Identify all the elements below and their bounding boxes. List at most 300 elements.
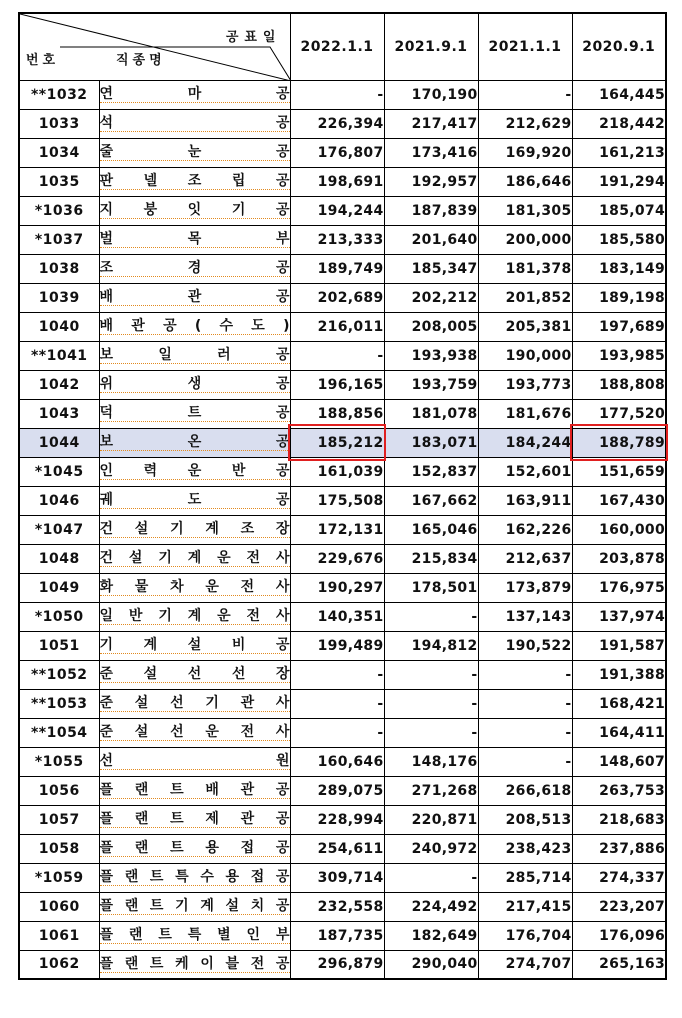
job-name-char: 공 [275, 405, 290, 421]
wage-value-2: 170,190 [384, 80, 478, 109]
job-name [99, 602, 290, 631]
job-name-char: 비 [231, 637, 246, 653]
wage-value-3: 205,381 [478, 312, 572, 341]
job-name-char: 선 [187, 666, 202, 682]
job-name-char: 화 [99, 579, 114, 595]
job-name [99, 834, 290, 863]
annotation-box-2022-value [288, 424, 386, 461]
table-row [19, 805, 666, 834]
job-number: *1036 [19, 196, 99, 225]
job-name-char: 트 [158, 927, 172, 943]
job-name-char: 트 [170, 811, 184, 827]
wage-value-1: 176,807 [290, 138, 384, 167]
job-number: *1045 [19, 457, 99, 486]
wage-value-2: 215,834 [384, 544, 478, 573]
wage-value-2: 181,078 [384, 399, 478, 428]
wage-value-3: 181,305 [478, 196, 572, 225]
job-name-char: 선 [170, 724, 184, 740]
wage-value-2: 185,347 [384, 254, 478, 283]
wage-value-1: 199,489 [290, 631, 384, 660]
job-name-char: 공 [275, 202, 290, 218]
table-row [19, 515, 666, 544]
table-row [19, 921, 666, 950]
job-name-char: 운 [205, 579, 219, 595]
job-number: **1041 [19, 341, 99, 370]
job-name-char: 관 [240, 782, 255, 798]
job-number: 1038 [19, 254, 99, 283]
job-name-char: 판 [99, 173, 114, 189]
table-row [19, 457, 666, 486]
job-name [99, 167, 290, 196]
job-name-char: 계 [143, 637, 158, 653]
wage-value-2: 173,416 [384, 138, 478, 167]
job-name-char: ( [194, 318, 202, 334]
wage-value-1: 226,394 [290, 109, 384, 138]
job-name-char: 수 [200, 869, 214, 885]
wage-table [18, 12, 667, 980]
job-name-char: 플 [99, 927, 114, 943]
table-row [19, 573, 666, 602]
job-name-char: 력 [143, 463, 158, 479]
job-number: 1040 [19, 312, 99, 341]
job-name [99, 921, 290, 950]
wage-value-1: 160,646 [290, 747, 384, 776]
job-number: 1060 [19, 892, 99, 921]
header-corner-cell [19, 13, 290, 80]
job-name-char: 용 [205, 840, 219, 856]
wage-value-4: 185,580 [572, 225, 666, 254]
header-date-3: 2021.1.1 [478, 13, 572, 80]
job-name-char: 공 [275, 463, 290, 479]
job-number: *1050 [19, 602, 99, 631]
wage-value-1: - [290, 718, 384, 747]
job-name-char: 랜 [134, 782, 149, 798]
job-name-char: 사 [275, 724, 290, 740]
table-header-row [19, 13, 666, 80]
wage-value-3: 238,423 [478, 834, 572, 863]
wage-value-2: - [384, 718, 478, 747]
job-name-char: 공 [275, 86, 290, 102]
wage-value-4: 160,000 [572, 515, 666, 544]
job-name-char: 인 [246, 927, 261, 943]
job-number: 1057 [19, 805, 99, 834]
table-row [19, 254, 666, 283]
table-row [19, 312, 666, 341]
job-number: 1062 [19, 950, 99, 979]
wage-value-2: 193,759 [384, 370, 478, 399]
job-name-char: 계 [200, 898, 214, 914]
job-name-char: 기 [170, 521, 184, 537]
job-name [99, 631, 290, 660]
table-row [19, 863, 666, 892]
job-name-char: 공 [275, 840, 290, 856]
job-number: 1033 [19, 109, 99, 138]
job-name-char: 보 [99, 434, 114, 450]
wage-value-2: 165,046 [384, 515, 478, 544]
job-name-char: 접 [250, 869, 265, 885]
job-name-char: 장 [275, 666, 290, 682]
wage-value-3: - [478, 718, 572, 747]
table-row [19, 660, 666, 689]
job-name-char: 넬 [143, 173, 158, 189]
job-name-char: 궤 [99, 492, 114, 508]
wage-value-4: 188,808 [572, 370, 666, 399]
job-name-char: ) [283, 318, 290, 334]
diagonal-lines [20, 14, 290, 80]
wage-value-2: 167,662 [384, 486, 478, 515]
job-name-char: 공 [275, 955, 290, 972]
wage-value-3: 169,920 [478, 138, 572, 167]
wage-value-1: 289,075 [290, 776, 384, 805]
wage-value-4: 167,430 [572, 486, 666, 515]
job-name-char: 장 [275, 521, 290, 537]
job-name-char: 전 [240, 724, 255, 740]
job-name [99, 689, 290, 718]
job-name-char: 붕 [143, 202, 158, 218]
wage-value-1: 254,611 [290, 834, 384, 863]
wage-value-2: 192,957 [384, 167, 478, 196]
job-name-char: 공 [275, 434, 290, 450]
job-name-char: 랜 [124, 869, 139, 885]
job-name-char: 보 [99, 347, 114, 363]
wage-value-2: 220,871 [384, 805, 478, 834]
wage-value-2: 183,071 [384, 428, 478, 457]
header-date-2: 2021.9.1 [384, 13, 478, 80]
job-name-char: 위 [99, 376, 114, 392]
wage-value-3: 173,879 [478, 573, 572, 602]
wage-value-2: - [384, 602, 478, 631]
wage-value-1: 296,879 [290, 950, 384, 979]
table-body [19, 80, 666, 979]
job-name [99, 660, 290, 689]
wage-value-1: 161,039 [290, 457, 384, 486]
wage-value-4: 237,886 [572, 834, 666, 863]
wage-value-4: 274,337 [572, 863, 666, 892]
job-name [99, 805, 290, 834]
job-name-char: 공 [275, 782, 290, 798]
job-name-char: 블 [225, 955, 240, 972]
wage-value-4: 197,689 [572, 312, 666, 341]
job-name-char: 설 [128, 550, 143, 566]
job-name-char: 물 [134, 579, 149, 595]
job-name-char: 일 [158, 347, 172, 363]
job-name-char: 플 [99, 840, 114, 856]
job-name-char: 잇 [187, 202, 202, 218]
job-name [99, 370, 290, 399]
job-name-char: 플 [99, 898, 114, 914]
job-name-char: 트 [149, 869, 164, 885]
job-name-char: 트 [170, 840, 184, 856]
job-name-char: 전 [250, 955, 265, 972]
job-name-char: 도 [251, 318, 265, 334]
wage-value-2: - [384, 660, 478, 689]
job-name-char: 줄 [99, 144, 114, 160]
wage-value-2: 194,812 [384, 631, 478, 660]
job-number: 1049 [19, 573, 99, 602]
wage-value-3: 137,143 [478, 602, 572, 631]
wage-value-4: 218,683 [572, 805, 666, 834]
job-name-char: 기 [158, 608, 172, 624]
job-name-char: 트 [149, 955, 164, 972]
wage-value-3: 181,676 [478, 399, 572, 428]
job-name-char: 설 [134, 521, 149, 537]
job-number: *1055 [19, 747, 99, 776]
job-name-char: 계 [205, 521, 219, 537]
wage-value-1: 228,994 [290, 805, 384, 834]
job-number: 1044 [19, 428, 99, 457]
wage-value-3: 193,773 [478, 370, 572, 399]
job-name-char: 공 [275, 144, 290, 160]
job-name [99, 283, 290, 312]
wage-value-1: - [290, 341, 384, 370]
wage-value-4: 265,163 [572, 950, 666, 979]
job-name-char: 건 [99, 521, 114, 537]
job-number: 1042 [19, 370, 99, 399]
table-row [19, 283, 666, 312]
job-name-char: 운 [187, 463, 202, 479]
job-name-char: 관 [240, 811, 255, 827]
job-name-char: 연 [99, 86, 114, 102]
job-name-char: 트 [149, 898, 164, 914]
wage-value-3: 152,601 [478, 457, 572, 486]
wage-value-1: 229,676 [290, 544, 384, 573]
job-name-char: 공 [163, 318, 177, 334]
job-name-char: 전 [240, 579, 255, 595]
wage-value-1: - [290, 689, 384, 718]
table-row [19, 341, 666, 370]
job-name-char: 랜 [128, 927, 143, 943]
table-row [19, 370, 666, 399]
wage-value-4: 164,445 [572, 80, 666, 109]
job-number: *1059 [19, 863, 99, 892]
header-job-name-label: 직종명 [116, 52, 166, 68]
wage-value-2: 290,040 [384, 950, 478, 979]
table-row [19, 486, 666, 515]
table-row [19, 80, 666, 109]
table-row [19, 689, 666, 718]
job-name-char: 케 [175, 955, 189, 972]
job-name-char: 공 [275, 347, 290, 363]
job-name [99, 544, 290, 573]
wage-value-1: 194,244 [290, 196, 384, 225]
header-date-1: 2022.1.1 [290, 13, 384, 80]
wage-value-1: 202,689 [290, 283, 384, 312]
wage-value-3: 181,378 [478, 254, 572, 283]
job-name-char: 선 [231, 666, 246, 682]
job-name-char: 설 [187, 637, 202, 653]
job-name-char: 플 [99, 869, 114, 885]
table-row [19, 776, 666, 805]
job-name [99, 515, 290, 544]
job-name-char: 랜 [134, 811, 149, 827]
wage-value-1: 185,212 [290, 428, 384, 457]
job-name-char: 차 [170, 579, 184, 595]
job-number: 1035 [19, 167, 99, 196]
job-name [99, 225, 290, 254]
job-name-char: 공 [275, 492, 290, 508]
job-name-char: 배 [99, 289, 114, 305]
wage-value-2: - [384, 689, 478, 718]
job-number: 1039 [19, 283, 99, 312]
job-name-char: 전 [246, 608, 261, 624]
job-name-char: 플 [99, 782, 114, 798]
wage-value-2: 148,176 [384, 747, 478, 776]
job-number: 1058 [19, 834, 99, 863]
job-name-char: 트 [170, 782, 184, 798]
job-name [99, 457, 290, 486]
job-name-char: 지 [99, 202, 114, 218]
job-name-char: 부 [275, 927, 290, 943]
wage-value-1: 198,691 [290, 167, 384, 196]
wage-value-1: 187,735 [290, 921, 384, 950]
wage-value-3: - [478, 747, 572, 776]
job-name-char: 경 [187, 260, 202, 276]
job-name-char: 공 [275, 811, 290, 827]
job-name-char: 특 [175, 869, 189, 885]
job-name-char: 운 [205, 724, 219, 740]
wage-value-4: 193,985 [572, 341, 666, 370]
wage-value-2: 240,972 [384, 834, 478, 863]
wage-value-4: 137,974 [572, 602, 666, 631]
job-name-char: 공 [275, 260, 290, 276]
job-name-char: 립 [231, 173, 246, 189]
job-name-char: 이 [200, 955, 214, 972]
job-number: **1032 [19, 80, 99, 109]
job-name-char: 준 [99, 724, 114, 740]
job-name-char: 트 [187, 405, 202, 421]
job-name [99, 399, 290, 428]
job-name-char: 관 [187, 289, 202, 305]
job-name [99, 109, 290, 138]
job-name-char: 치 [250, 898, 265, 914]
table-row [19, 602, 666, 631]
job-name-char: 반 [128, 608, 143, 624]
job-number: *1037 [19, 225, 99, 254]
table-row [19, 138, 666, 167]
job-name-char: 특 [187, 927, 202, 943]
wage-value-3: 176,704 [478, 921, 572, 950]
job-name-char: 사 [275, 579, 290, 595]
wage-value-1: 188,856 [290, 399, 384, 428]
job-name-char: 눈 [187, 144, 202, 160]
job-name [99, 138, 290, 167]
table-row [19, 631, 666, 660]
job-name-char: 러 [217, 347, 231, 363]
table-row [19, 718, 666, 747]
job-name [99, 428, 290, 457]
job-name-char: 공 [275, 173, 290, 189]
wage-value-4: 191,388 [572, 660, 666, 689]
job-name-char: 원 [275, 753, 290, 769]
header-date-4: 2020.9.1 [572, 13, 666, 80]
job-name-char: 도 [187, 492, 202, 508]
job-name-char: 전 [246, 550, 261, 566]
wage-value-4: 177,520 [572, 399, 666, 428]
wage-value-4: 161,213 [572, 138, 666, 167]
wage-value-1: - [290, 80, 384, 109]
wage-value-4: 185,074 [572, 196, 666, 225]
table-row [19, 834, 666, 863]
wage-value-4: 191,587 [572, 631, 666, 660]
wage-value-1: 213,333 [290, 225, 384, 254]
job-name [99, 863, 290, 892]
wage-value-4: 168,421 [572, 689, 666, 718]
wage-value-3: 190,000 [478, 341, 572, 370]
job-name-char: 설 [143, 666, 158, 682]
table-row [19, 109, 666, 138]
wage-value-1: 190,297 [290, 573, 384, 602]
wage-value-3: 274,707 [478, 950, 572, 979]
wage-value-3: 186,646 [478, 167, 572, 196]
job-name [99, 776, 290, 805]
wage-value-2: 187,839 [384, 196, 478, 225]
job-name-char: 배 [205, 782, 219, 798]
job-name-char: 사 [275, 608, 290, 624]
wage-value-4: 191,294 [572, 167, 666, 196]
wage-value-2: 201,640 [384, 225, 478, 254]
job-name-char: 온 [187, 434, 202, 450]
job-number: **1053 [19, 689, 99, 718]
job-name-char: 반 [231, 463, 246, 479]
wage-value-4: 218,442 [572, 109, 666, 138]
wage-value-3: 266,618 [478, 776, 572, 805]
job-name-char: 공 [275, 376, 290, 392]
wage-value-2: 217,417 [384, 109, 478, 138]
wage-value-3: 163,911 [478, 486, 572, 515]
wage-value-3: 212,629 [478, 109, 572, 138]
job-name-char: 설 [225, 898, 240, 914]
wage-value-2: 202,212 [384, 283, 478, 312]
job-name [99, 573, 290, 602]
wage-value-1: 175,508 [290, 486, 384, 515]
wage-value-3: 217,415 [478, 892, 572, 921]
wage-value-1: 216,011 [290, 312, 384, 341]
job-name-char: 랜 [124, 898, 139, 914]
wage-value-2: 193,938 [384, 341, 478, 370]
wage-value-4: 148,607 [572, 747, 666, 776]
job-name-char: 목 [187, 231, 202, 247]
wage-value-4: 164,411 [572, 718, 666, 747]
table-row [19, 892, 666, 921]
wage-value-3: - [478, 660, 572, 689]
job-name-char: 배 [99, 318, 114, 334]
wage-value-1: 232,558 [290, 892, 384, 921]
job-name-char: 석 [99, 115, 114, 131]
job-name-char: 별 [217, 927, 231, 943]
job-name-char: 기 [175, 898, 189, 914]
job-name [99, 312, 290, 341]
wage-value-4: 183,149 [572, 254, 666, 283]
wage-value-4: 263,753 [572, 776, 666, 805]
job-name-char: 수 [219, 318, 234, 334]
wage-value-3: 212,637 [478, 544, 572, 573]
job-name-char: 공 [275, 289, 290, 305]
job-name-char: 운 [217, 550, 231, 566]
job-name [99, 254, 290, 283]
job-number: 1043 [19, 399, 99, 428]
job-name-char: 용 [225, 869, 240, 885]
table-row [19, 747, 666, 776]
wage-value-3: 200,000 [478, 225, 572, 254]
wage-value-2: 224,492 [384, 892, 478, 921]
job-name-char: 생 [187, 376, 202, 392]
wage-value-2: 178,501 [384, 573, 478, 602]
job-name [99, 196, 290, 225]
job-name-char: 인 [99, 463, 114, 479]
job-number: 1056 [19, 776, 99, 805]
job-name-char: 제 [205, 811, 219, 827]
job-name-char: 기 [99, 637, 114, 653]
